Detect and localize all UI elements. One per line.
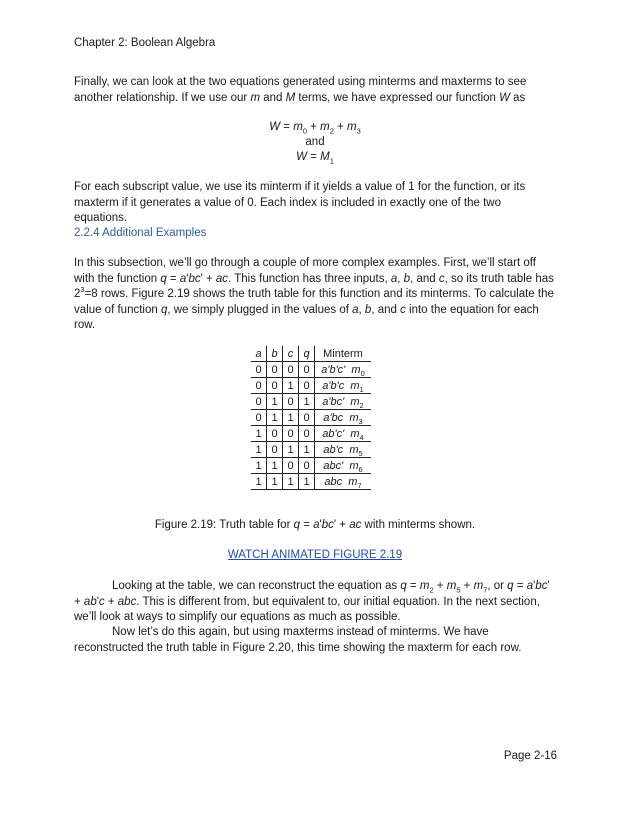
cell-minterm	[315, 458, 372, 474]
cell-b: 0	[267, 362, 283, 378]
minterm-label: m	[351, 363, 361, 376]
truth-table-row	[251, 474, 371, 490]
cell-minterm	[315, 394, 372, 410]
minterm-index: 5	[358, 448, 363, 458]
minterm-index: 4	[359, 432, 364, 442]
minterm-expression: a'b'c	[322, 379, 345, 392]
minterm-label: m	[349, 443, 359, 456]
minterm-expression: abc'	[323, 459, 344, 472]
minterm-index: 2	[359, 400, 364, 410]
cell-a: 0	[251, 362, 267, 378]
cell-c: 0	[283, 426, 299, 442]
equation-maxterms: $W = M_1$	[296, 151, 334, 166]
chapter-header: Chapter 2: Boolean Algebra	[74, 37, 216, 49]
cell-b: 0	[267, 426, 283, 442]
minterm-label: m	[350, 379, 360, 392]
cell-minterm	[315, 362, 372, 378]
minterm-index: 3	[358, 416, 363, 426]
cell-minterm	[315, 474, 372, 490]
figure-caption: Figure 2.19: Truth table for q = a'bc' + ac with minterms shown.	[154, 519, 476, 531]
cell-q: 0	[299, 362, 315, 378]
truth-table-body	[251, 362, 371, 490]
minterm-expression: a'bc'	[322, 395, 345, 408]
examples-paragraph: In this subsection, we’ll go through a couple of more complex examples. First, we’ll start off with the function q = a'bc' + ac. This function has three inputs, a, b, and c, so its truth table has $2^3=8$ rows. Figure 2.19 shows the truth table for this function and its minterms. To calculate the value of function q, we simply plugged in the values of a, b, and c into the equation for each row.	[74, 257, 554, 331]
cell-q: 0	[299, 410, 315, 426]
minterm-label: m	[349, 411, 359, 424]
truth-table-row	[251, 426, 371, 442]
cell-b: 0	[267, 378, 283, 394]
minterm-label: m	[348, 475, 358, 488]
truth-table-header-row	[251, 346, 371, 362]
watch-animated-figure-link[interactable]: WATCH ANIMATED FIGURE 2.19	[227, 549, 403, 561]
minterm-expression: ab'c	[323, 443, 344, 456]
cell-minterm	[315, 426, 372, 442]
cell-a: 1	[251, 458, 267, 474]
cell-a: 1	[251, 442, 267, 458]
truth-table-row	[251, 362, 371, 378]
header-c: c	[283, 346, 299, 362]
minterm-expression: ab'c'	[322, 427, 345, 440]
cell-a: 1	[251, 474, 267, 490]
minterm-expression: abc	[324, 475, 343, 488]
cell-a: 0	[251, 378, 267, 394]
cell-a: 1	[251, 426, 267, 442]
minterm-label: m	[350, 427, 360, 440]
cell-c: 1	[283, 378, 299, 394]
page-number: Page 2-16	[503, 750, 557, 762]
cell-c: 1	[283, 442, 299, 458]
truth-table-row	[251, 378, 371, 394]
equation-and: and	[305, 136, 325, 148]
cell-a: 0	[251, 410, 267, 426]
intro-paragraph: Finally, we can look at the two equations generated using minterms and maxterms to see another relationship. If we use our m and M terms, we have expressed our function W as	[74, 76, 527, 104]
cell-c: 0	[283, 458, 299, 474]
cell-a: 0	[251, 394, 267, 410]
cell-minterm	[315, 410, 372, 426]
cell-b: 1	[267, 458, 283, 474]
cell-minterm	[315, 378, 372, 394]
subscript-paragraph: For each subscript value, we use its minterm if it yields a value of 1 for the function, or its maxterm if it generates a value of 0. Each index is included in exactly one of the two equations.	[74, 181, 526, 224]
maxterm-paragraph: Now let’s do this again, but using maxterms instead of minterms. We have reconstructed the truth table in Figure 2.20, this time showing the maxterm for each row.	[74, 626, 522, 654]
minterm-label: m	[350, 395, 360, 408]
header-minterm: Minterm	[315, 346, 372, 362]
cell-c: 0	[283, 362, 299, 378]
animated-figure-link-row	[0, 549, 630, 561]
header-a: a	[251, 346, 267, 362]
minterm-index: 0	[360, 368, 365, 378]
cell-b: 1	[267, 394, 283, 410]
cell-minterm	[315, 442, 372, 458]
cell-c: 1	[283, 474, 299, 490]
equation-minterms: $W = m_0 + m_2 + m_3$	[269, 121, 361, 136]
cell-q: 0	[299, 378, 315, 394]
section-heading: 2.2.4 Additional Examples	[74, 227, 207, 239]
truth-table-row	[251, 410, 371, 426]
header-b: b	[267, 346, 283, 362]
truth-table-row	[251, 458, 371, 474]
cell-q: 1	[299, 474, 315, 490]
header-q: q	[299, 346, 315, 362]
cell-b: 1	[267, 410, 283, 426]
cell-q: 1	[299, 394, 315, 410]
cell-b: 0	[267, 442, 283, 458]
truth-table-row	[251, 394, 371, 410]
truth-table	[251, 346, 371, 490]
cell-q: 0	[299, 458, 315, 474]
minterm-index: 6	[358, 464, 363, 474]
reconstruct-paragraph: Looking at the table, we can reconstruct the equation as $q = m_2 + m_5 + m_7$, or q = a'bc' + ab'c + abc. This is different from, but equivalent to, our initial equation. In the next section, we’ll look at ways to simplify our equations as much as possible.	[74, 580, 550, 623]
minterm-expression: a'b'c'	[321, 363, 346, 376]
minterm-index: 7	[357, 480, 362, 490]
cell-q: 1	[299, 442, 315, 458]
minterm-label: m	[349, 459, 359, 472]
cell-c: 0	[283, 394, 299, 410]
cell-b: 1	[267, 474, 283, 490]
truth-table-row	[251, 442, 371, 458]
cell-c: 1	[283, 410, 299, 426]
minterm-expression: a'bc	[323, 411, 344, 424]
cell-q: 0	[299, 426, 315, 442]
minterm-index: 1	[359, 384, 364, 394]
